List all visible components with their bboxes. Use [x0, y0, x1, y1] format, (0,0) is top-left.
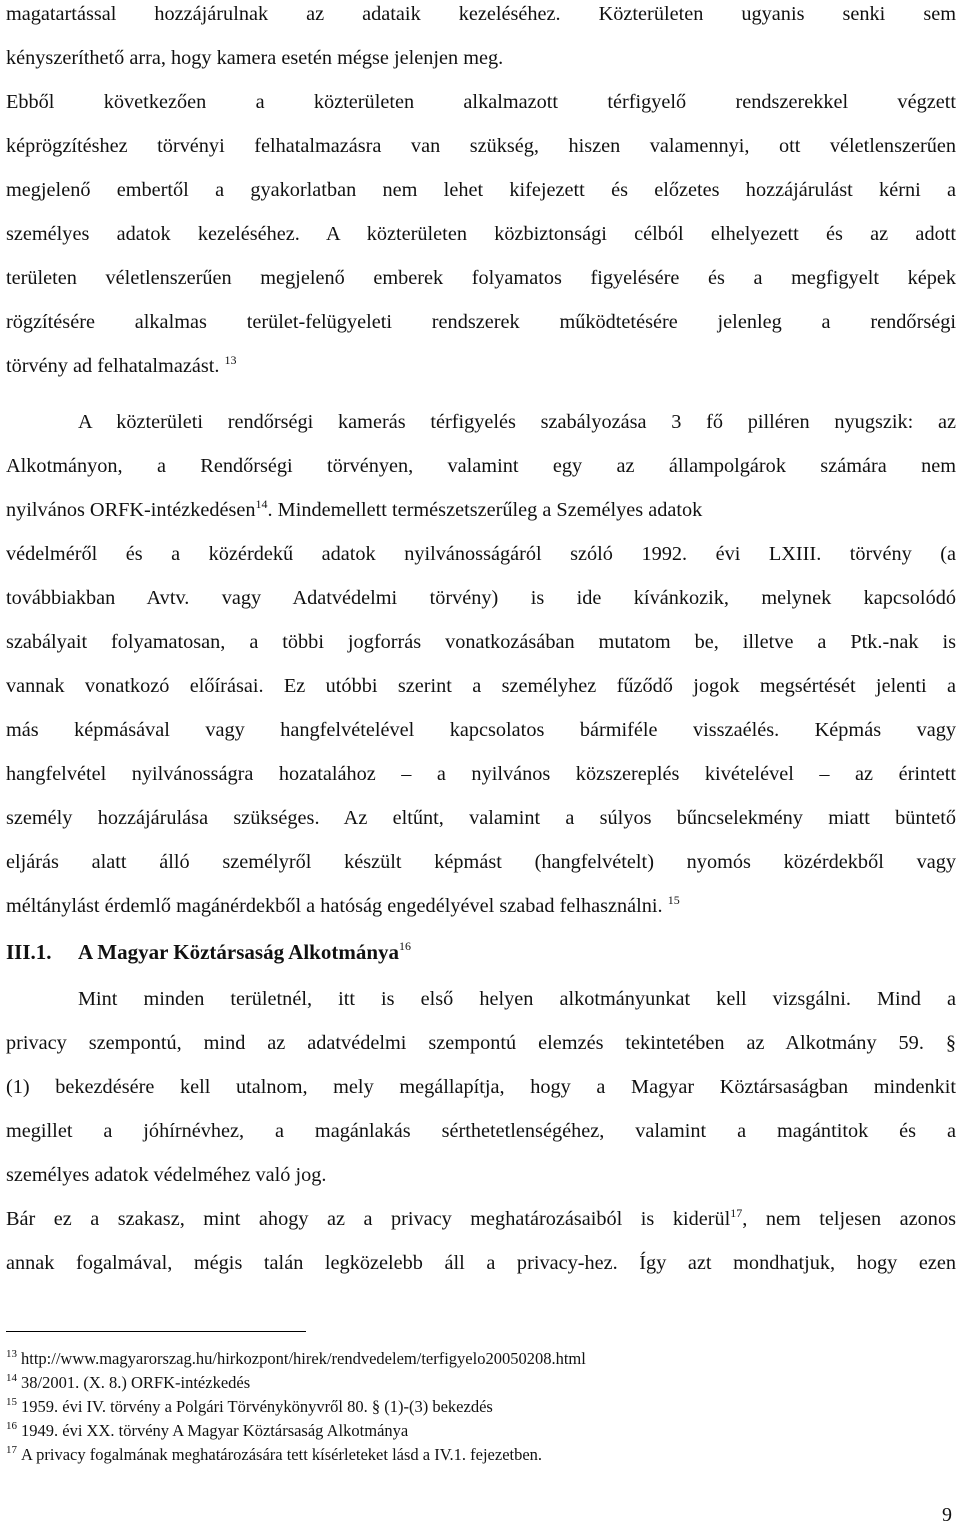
section-number: III.1. [6, 940, 52, 964]
body-line: Mint minden területnél, itt is első helyen alkotmányunkat kell vizsgálni. Mind a [78, 988, 956, 1010]
footnote-number: 16 [6, 1420, 17, 1432]
body-line [6, 894, 956, 918]
body-line: személyes adatok kezeléséhez. A közterületen közbiztonsági célból elhelyezett és az adott [6, 223, 956, 245]
body-line: magatartással hozzájárulnak az adataik kezeléséhez. Közterületen ugyanis senki sem [6, 3, 956, 25]
footnote-ref: 14 [255, 497, 268, 511]
page-number: 9 [942, 1504, 952, 1526]
body-line [6, 1207, 956, 1231]
section-heading [6, 940, 411, 964]
body-line [6, 498, 956, 522]
body-line: A közterületi rendőrségi kamerás térfigyelés szabályozása 3 fő pilléren nyugszik: az [78, 411, 956, 433]
section-title: A Magyar Köztársaság Alkotmánya [78, 940, 400, 964]
body-line: személyes adatok védelméhez való jog. [6, 1164, 327, 1186]
body-line: (1) bekezdésére kell utalnom, mely megállapítja, hogy a Magyar Köztársaságban mindenkit [6, 1076, 956, 1098]
footnote [6, 1397, 493, 1417]
footnote-text: 1949. évi XX. törvény A Magyar Köztársaság Alkotmánya [21, 1421, 409, 1440]
body-line-text: méltánylást érdemlő magánérdekből a hatóság engedélyével szabad felhasználni. [6, 895, 663, 917]
body-line: más képmásával vagy hangfelvételével kapcsolatos bármiféle visszaélés. Képmás vagy [6, 719, 956, 741]
footnote-ref: 13 [224, 353, 237, 367]
body-line-text: törvény ad felhatalmazást. [6, 355, 220, 377]
body-line: annak fogalmával, mégis talán legközelebb áll a privacy-hez. Így azt mondhatjuk, hogy ezen [6, 1252, 956, 1274]
body-line: szabályait folyamatosan, a többi jogforrás vonatkozásában mutatom be, illetve a Ptk.-nak is [6, 631, 956, 653]
footnote-text: A privacy fogalmának meghatározására tett kísérleteket lásd a IV.1. fejezetben. [21, 1445, 543, 1464]
footnote-number: 17 [6, 1444, 17, 1456]
footnote-number: 13 [6, 1348, 17, 1360]
body-line: rögzítésére alkalmas terület-felügyeleti rendszerek működtetésére jelenleg a rendőrségi [6, 311, 956, 333]
body-line: képrögzítéshez törvényi felhatalmazásra van szükség, hiszen valamennyi, ott véletlenszerűen [6, 135, 956, 157]
footnote-ref: 16 [399, 939, 412, 953]
footnote-link[interactable]: http://www.magyarorszag.hu/hirkozpont/hirek/rendvedelem/terfigyelo20050208.html [21, 1349, 586, 1368]
body-line: védelméről és a közérdekű adatok nyilvánosságáról szóló 1992. évi LXIII. törvény (a [6, 543, 956, 565]
footnote [6, 1349, 586, 1369]
body-line [6, 354, 956, 378]
footnote-separator [6, 1331, 306, 1332]
body-line: továbbiakban Avtv. vagy Adatvédelmi törvény) is ide kívánkozik, melynek kapcsolódó [6, 587, 956, 609]
body-line-text: , nem teljesen azonos [742, 1208, 956, 1230]
footnote-number: 15 [6, 1396, 17, 1408]
body-line-text: . Mindemellett természetszerűleg a Személyes adatok [267, 499, 703, 521]
body-line: Alkotmányon, a Rendőrségi törvényen, valamint egy az állampolgárok számára nem [6, 455, 956, 477]
footnote [6, 1421, 408, 1441]
footnote-text: 38/2001. (X. 8.) ORFK-intézkedés [21, 1373, 251, 1392]
body-line: privacy szempontú, mind az adatvédelmi szempontú elemzés tekintetében az Alkotmány 59. § [6, 1032, 956, 1054]
body-line: eljárás alatt álló személyről készült képmást (hangfelvételt) nyomós közérdekből vagy [6, 851, 956, 873]
body-line: megjelenő embertől a gyakorlatban nem lehet kifejezett és előzetes hozzájárulást kérni a [6, 179, 956, 201]
body-line: személy hozzájárulása szükséges. Az eltűnt, valamint a súlyos bűncselekmény miatt büntető [6, 807, 956, 829]
footnote-ref: 17 [730, 1206, 743, 1220]
footnote-number: 14 [6, 1372, 17, 1384]
body-line: területen véletlenszerűen megjelenő emberek folyamatos figyelésére és a megfigyelt képek [6, 267, 956, 289]
footnote [6, 1445, 542, 1465]
footnote-ref: 15 [667, 893, 680, 907]
body-line-text: Bár ez a szakasz, mint ahogy az a privacy meghatározásaiból is kiderül [6, 1208, 731, 1230]
body-line-text: nyilvános ORFK-intézkedésen [6, 499, 256, 521]
body-line: Ebből következően a közterületen alkalmazott térfigyelő rendszerekkel végzett [6, 91, 956, 113]
footnote [6, 1373, 250, 1393]
footnote-text: 1959. évi IV. törvény a Polgári Törvénykönyvről 80. § (1)-(3) bekezdés [21, 1397, 493, 1416]
body-line: hangfelvétel nyilvánosságra hozatalához – a nyilvános közszereplés kivételével – az érintett [6, 763, 956, 785]
body-line: megillet a jóhírnévhez, a magánlakás sérthetetlenségéhez, valamint a magántitok és a [6, 1120, 956, 1142]
body-line: vannak vonatkozó előírásai. Ez utóbbi szerint a személyhez fűződő jogok megsértését jelenti a [6, 675, 956, 697]
body-line: kényszeríthető arra, hogy kamera esetén mégse jelenjen meg. [6, 47, 504, 69]
